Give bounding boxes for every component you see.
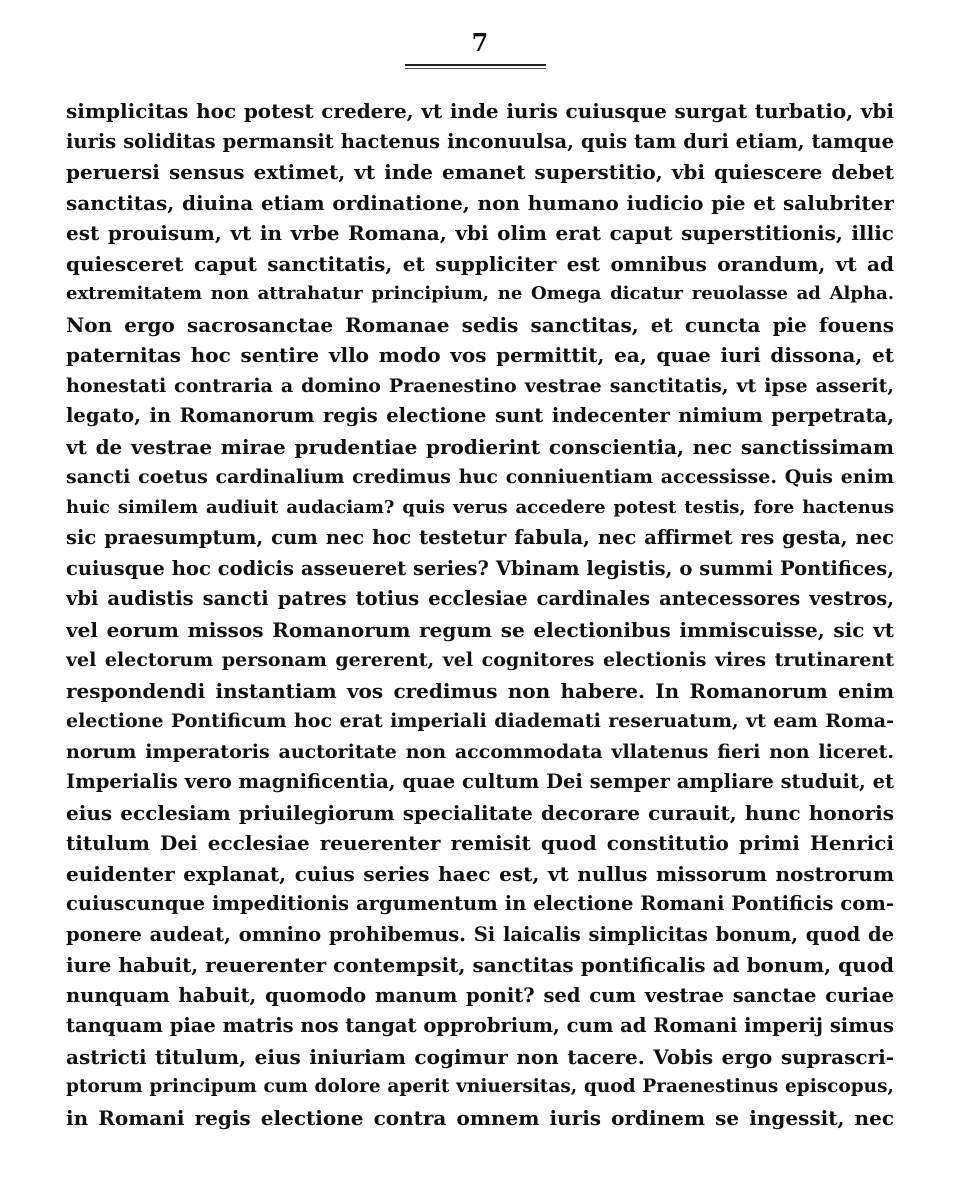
text-line: nunquam habuit, quomodo manum ponit? sed cum vestrae sanctae curiae (66, 983, 894, 1007)
text-line: est prouisum, vt in vrbe Romana, vbi olim erat caput superstitionis, illic (66, 221, 894, 245)
text-line: huic similem audiuit audaciam? quis verus accedere potest testis, fore hactenus (66, 496, 894, 518)
text-line: ptorum principum cum dolore aperit vniuersitas, quod Praenestinus episcopus, (66, 1076, 894, 1097)
text-line: honestati contraria a domino Praenestino vestrae sanctitatis, vt ipse asserit, (66, 374, 894, 397)
text-line: respondendi instantiam vos credimus non habere. In Romanorum enim (66, 678, 894, 703)
text-line: ponere audeat, omnino prohibemus. Si laicalis simplicitas bonum, quod de (66, 922, 894, 946)
text-line: vbi audistis sancti patres totius ecclesiae cardinales antecessores vestros, (66, 587, 894, 610)
header-rule-thin (405, 68, 546, 69)
text-line: in Romani regis electione contra omnem iuris ordinem se ingessit, nec (66, 1105, 894, 1130)
text-line: tanquam piae matris nos tangat opprobrium, cum ad Romani imperij simus (66, 1014, 894, 1037)
text-line: sanctitas, diuina etiam ordinatione, non humano iudicio pie et salubriter (66, 190, 894, 215)
text-line: euidenter explanat, cuius series haec est, vt nullus missorum nostrorum (66, 861, 894, 886)
text-line: vel eorum missos Romanorum regum se electionibus immiscuisse, sic vt (66, 617, 894, 642)
text-line: quiesceret caput sanctitatis, et suppliciter est omnibus orandum, vt ad (66, 251, 894, 276)
text-line: iuris soliditas permansit hactenus inconuulsa, quis tam duri etiam, tamque (66, 129, 894, 153)
page-number: 7 (471, 28, 489, 57)
text-line: norum imperatoris auctoritate non accommodata vllatenus fieri non liceret. (66, 740, 894, 763)
text-line: eius ecclesiam priuilegiorum specialitate decorare curauit, hunc honoris (66, 800, 894, 825)
text-line: titulum Dei ecclesiae reuerenter remisit quod constitutio primi Henrici (66, 831, 894, 855)
text-line: sancti coetus cardinalium credimus huc conniuentiam accessisse. Quis enim (66, 466, 894, 488)
text-line: cuiusque hoc codicis asseueret series? Vbinam legistis, o summi Pontifices, (66, 556, 894, 580)
header-rule (405, 64, 546, 66)
text-line: vt de vestrae mirae prudentiae prodierint conscientia, nec sanctissimam (66, 434, 894, 459)
text-line: astricti titulum, eius iniuriam cogimur non tacere. Vobis ergo suprascri- (66, 1044, 894, 1069)
text-line: sic praesumptum, cum nec hoc testetur fabula, nec affirmet res gesta, nec (66, 526, 894, 549)
text-line: Non ergo sacrosanctae Romanae sedis sanctitas, et cuncta pie fouens (66, 312, 894, 337)
text-line: paternitas hoc sentire vllo modo vos permittit, ea, quae iuri dissona, et (66, 343, 894, 367)
body-text (66, 96, 894, 1133)
text-line: cuiuscunque impeditionis argumentum in electione Romani Pontificis com- (66, 892, 894, 915)
text-line: simplicitas hoc potest credere, vt inde iuris cuiusque surgat turbatio, vbi (66, 99, 894, 123)
text-line: peruersi sensus extimet, vt inde emanet superstitio, vbi quiescere debet (66, 160, 894, 184)
text-line: extremitatem non attrahatur principium, ne Omega dicatur reuolasse ad Alpha. (66, 283, 894, 304)
text-line: legato, in Romanorum regis electione sunt indecenter nimium perpetrata, (66, 404, 894, 427)
text-line: vel electorum personam gererent, vel cognitores electionis vires trutinarent (66, 649, 894, 671)
text-line: iure habuit, reuerenter contempsit, sanctitas pontificalis ad bonum, quod (66, 953, 894, 977)
text-line: Imperialis vero magnificentia, quae cultum Dei semper ampliare studuit, et (66, 770, 894, 793)
text-line: electione Pontificum hoc erat imperiali diademati reseruatum, vt eam Roma- (66, 710, 894, 732)
